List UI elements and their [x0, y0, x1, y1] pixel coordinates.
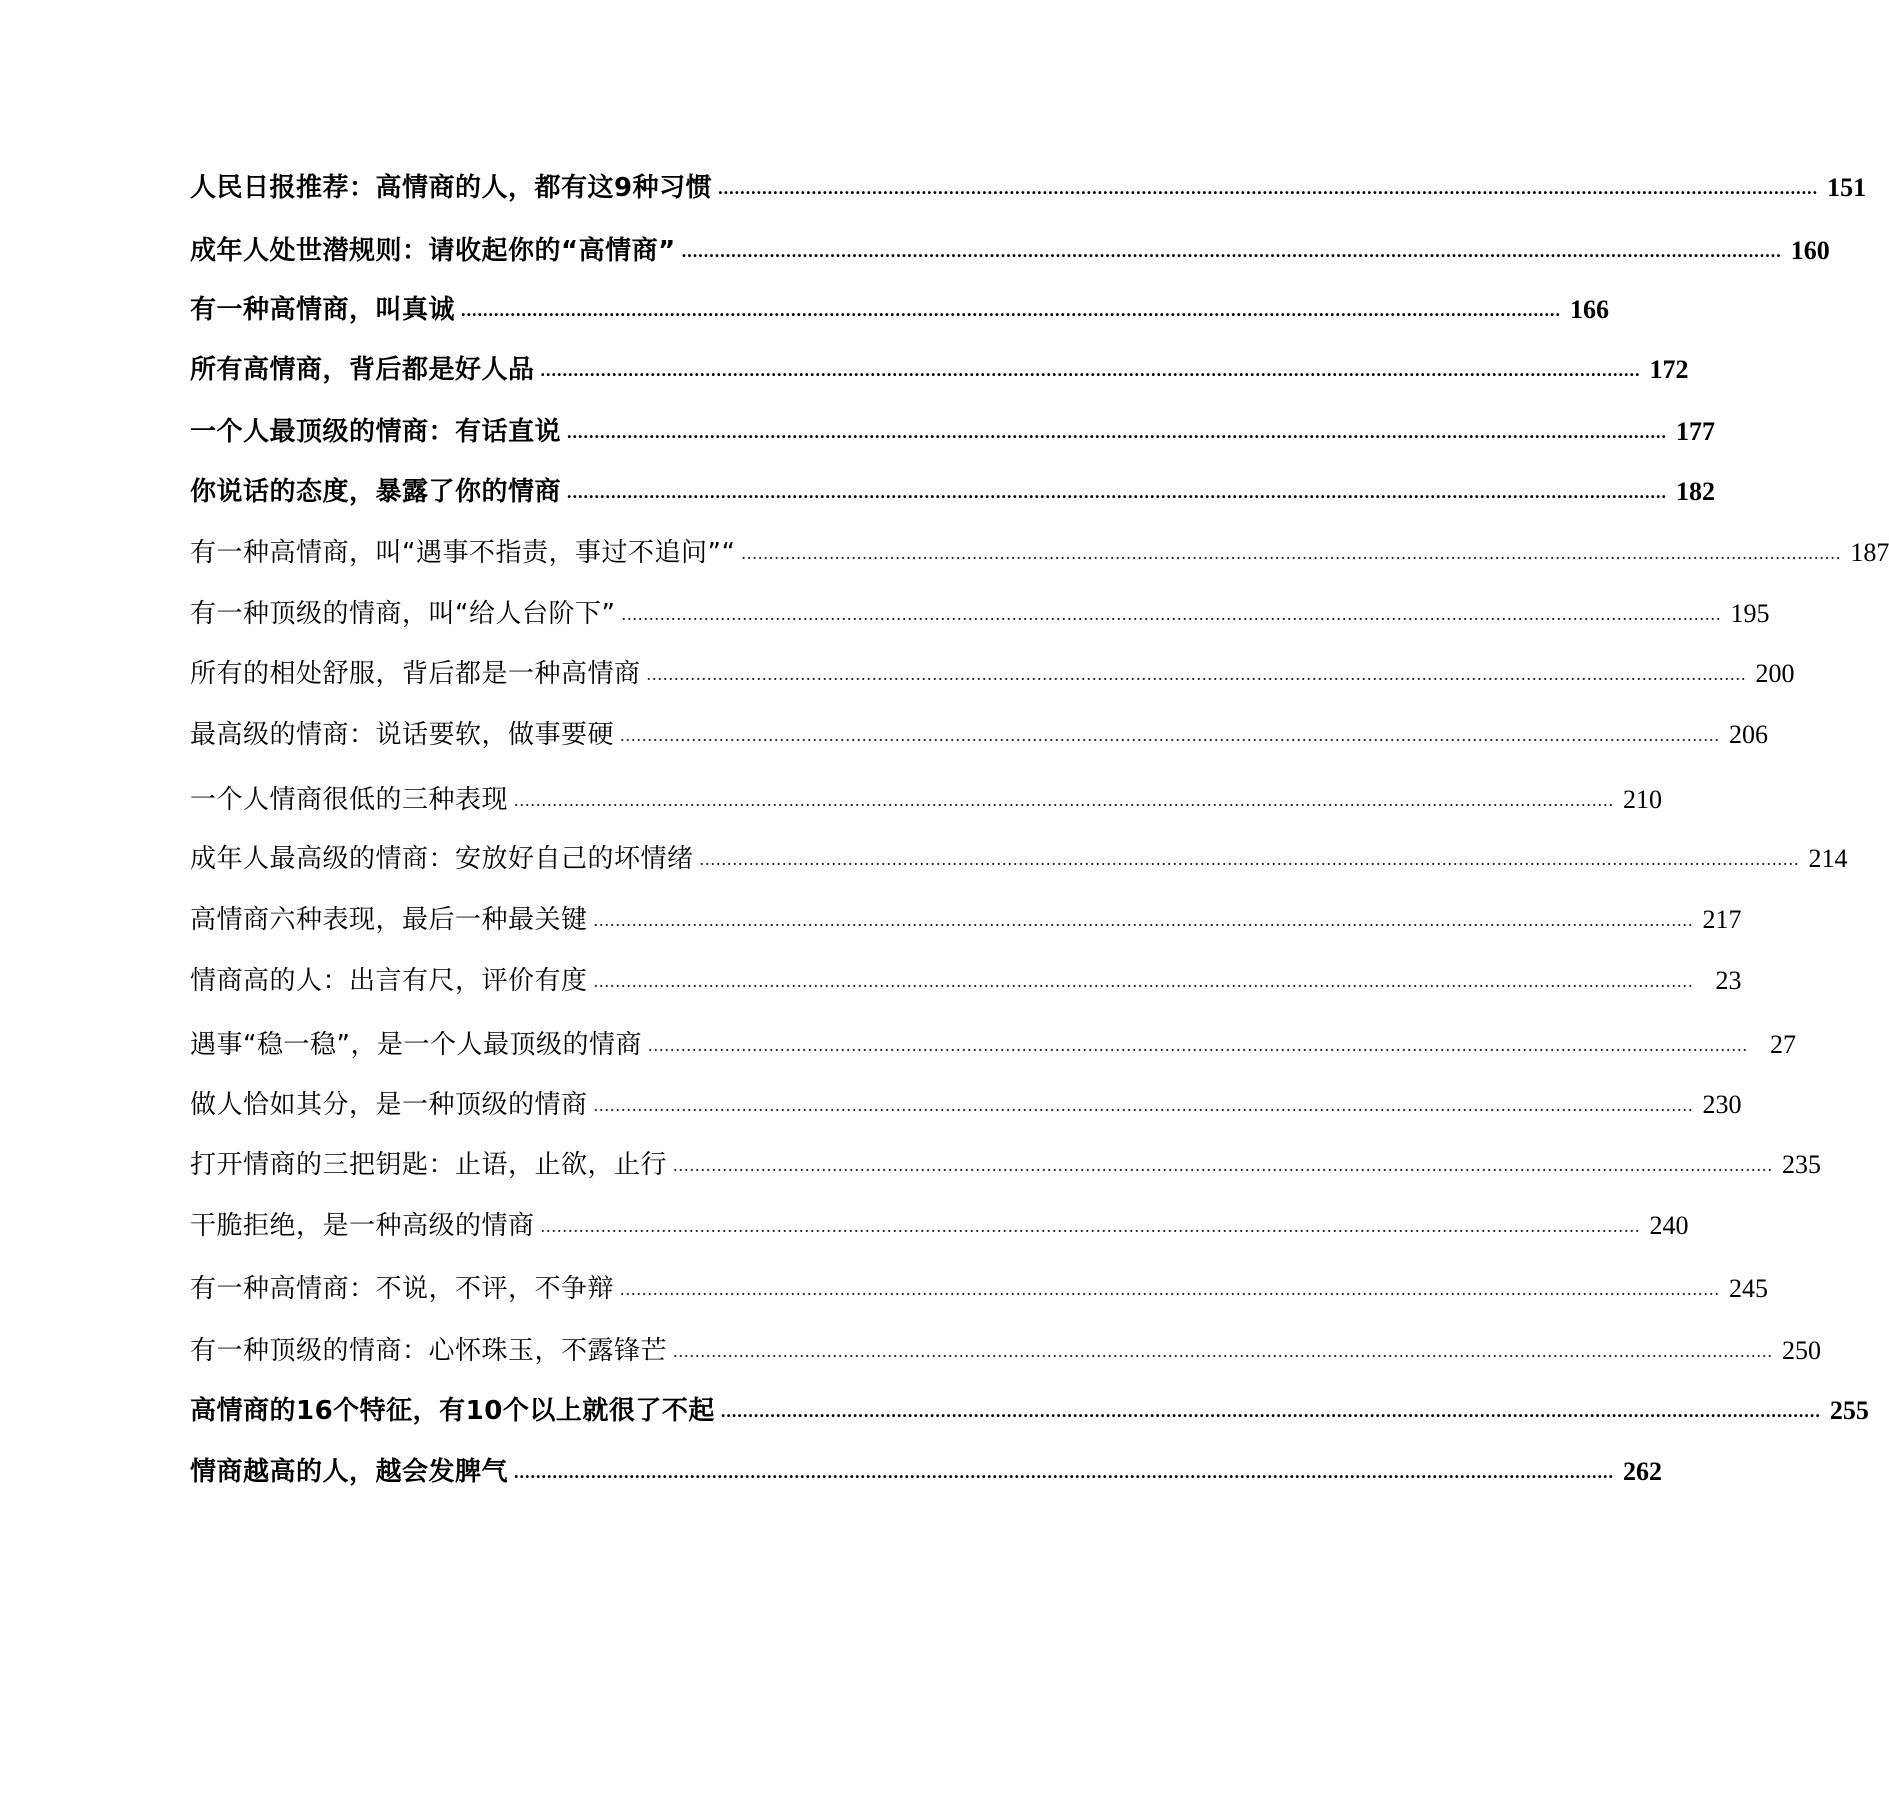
dot-leader: ........................................................................................................................................................................................................ [673, 1155, 1774, 1175]
toc-entry[interactable] [190, 1331, 1822, 1371]
toc-entry-title: 有一种顶级的情商，叫“给人台阶下” [190, 599, 616, 629]
toc-entry-page-number: 195 [1730, 599, 1770, 628]
toc-entry[interactable] [190, 412, 1716, 452]
toc-entry-title: 遇事“稳一稳”，是一个人最顶级的情商 [190, 1030, 642, 1060]
toc-entry-title: 有一种顶级的情商：心怀珠玉，不露锋芒 [190, 1336, 668, 1366]
toc-entry-title: 一个人最顶级的情商：有话直说 [190, 417, 562, 447]
toc-entry[interactable] [190, 780, 1663, 820]
toc-entry[interactable] [190, 961, 1742, 1001]
dot-leader: ........................................................................................................................................................................................................ [593, 1095, 1694, 1115]
toc-entry-page-number: 240 [1649, 1211, 1689, 1240]
toc-entry-title: 所有高情商，背后都是好人品 [190, 355, 535, 385]
toc-entry-title: 情商高的人：出言有尺，评价有度 [190, 966, 588, 996]
dot-leader: ........................................................................................................................................................................................................ [567, 482, 1668, 502]
toc-entry-title: 成年人处世潜规则：请收起你的“高情商” [190, 236, 676, 266]
toc-entry-page-number: 210 [1623, 785, 1663, 814]
toc-entry[interactable] [190, 290, 1610, 330]
toc-entry[interactable] [190, 168, 1867, 208]
toc-entry-title: 做人恰如其分，是一种顶级的情商 [190, 1090, 588, 1120]
dot-leader: ........................................................................................................................................................................................................ [514, 1462, 1615, 1482]
dot-leader: ........................................................................................................................................................................................................ [620, 1279, 1721, 1299]
toc-entry[interactable] [190, 231, 1830, 271]
toc-entry-page-number: 172 [1649, 355, 1689, 384]
toc-entry-page-number: 206 [1729, 720, 1769, 749]
toc-entry[interactable] [190, 654, 1795, 694]
toc-entry-title: 高情商六种表现，最后一种最关键 [190, 905, 588, 935]
dot-leader: ........................................................................................................................................................................................................ [646, 664, 1747, 684]
toc-entry-title: 有一种高情商：不说，不评，不争辩 [190, 1274, 615, 1304]
dot-leader: ........................................................................................................................................................................................................ [647, 1035, 1748, 1055]
toc-entry-page-number: 151 [1827, 173, 1867, 202]
toc-entry-page-number: 230 [1702, 1090, 1742, 1119]
toc-entry[interactable] [190, 1269, 1769, 1309]
toc-entry-title: 人民日报推荐：高情商的人，都有这9种习惯 [190, 173, 713, 203]
toc-entry[interactable] [190, 1085, 1742, 1125]
dot-leader: ........................................................................................................................................................................................................ [621, 604, 1722, 624]
toc-entry-title: 打开情商的三把钥匙：止语，止欲，止行 [190, 1150, 668, 1180]
toc-entry[interactable] [190, 350, 1689, 390]
toc-entry[interactable] [190, 533, 1889, 573]
toc-entry[interactable] [190, 715, 1769, 755]
toc-entry-title: 有一种高情商，叫真诚 [190, 295, 456, 325]
dot-leader: ........................................................................................................................................................................................................ [461, 300, 1562, 320]
toc-entry-page-number: 27 [1769, 1030, 1796, 1059]
toc-entry[interactable] [190, 1391, 1869, 1431]
toc-entry[interactable] [190, 472, 1716, 512]
dot-leader: ........................................................................................................................................................................................................ [540, 1216, 1641, 1236]
dot-leader: ........................................................................................................................................................................................................ [681, 241, 1782, 261]
toc-entry[interactable] [190, 1452, 1663, 1492]
dot-leader: ........................................................................................................................................................................................................ [514, 790, 1615, 810]
toc-entry-page-number: 255 [1829, 1396, 1869, 1425]
toc-entry-page-number: 214 [1808, 844, 1848, 873]
dot-leader: ........................................................................................................................................................................................................ [720, 1401, 1821, 1421]
dot-leader: ........................................................................................................................................................................................................ [741, 543, 1842, 563]
dot-leader: ........................................................................................................................................................................................................ [593, 971, 1694, 991]
toc-entry-title: 高情商的16个特征，有10个以上就很了不起 [190, 1396, 715, 1426]
toc-entry-page-number: 245 [1729, 1274, 1769, 1303]
dot-leader: ........................................................................................................................................................................................................ [540, 360, 1641, 380]
toc-entry-title: 成年人最高级的情商：安放好自己的坏情绪 [190, 844, 694, 874]
toc-entry[interactable] [190, 1206, 1689, 1246]
toc-entry-page-number: 235 [1782, 1150, 1822, 1179]
dot-leader: ........................................................................................................................................................................................................ [699, 849, 1800, 869]
toc-entry-page-number: 217 [1702, 905, 1742, 934]
dot-leader: ........................................................................................................................................................................................................ [718, 178, 1819, 198]
toc-entry-title: 情商越高的人，越会发脾气 [190, 1457, 509, 1487]
toc-entry-title: 最高级的情商：说话要软，做事要硬 [190, 720, 615, 750]
toc-entry[interactable] [190, 594, 1770, 634]
toc-entry-page-number: 200 [1755, 659, 1795, 688]
toc-entry-title: 所有的相处舒服，背后都是一种高情商 [190, 659, 641, 689]
toc-entry-page-number: 187 [1850, 538, 1889, 567]
toc-entry-title: 干脆拒绝，是一种高级的情商 [190, 1211, 535, 1241]
dot-leader: ........................................................................................................................................................................................................ [620, 725, 1721, 745]
toc-entry-page-number: 182 [1676, 477, 1716, 506]
toc-entry[interactable] [190, 839, 1848, 879]
dot-leader: ........................................................................................................................................................................................................ [673, 1341, 1774, 1361]
dot-leader: ........................................................................................................................................................................................................ [593, 910, 1694, 930]
dot-leader: ........................................................................................................................................................................................................ [567, 422, 1668, 442]
toc-entry[interactable] [190, 1145, 1822, 1185]
toc-entry-page-number: 160 [1790, 236, 1830, 265]
toc-entry-title: 一个人情商很低的三种表现 [190, 785, 509, 815]
toc-entry-page-number: 250 [1782, 1336, 1822, 1365]
toc-entry-page-number: 166 [1570, 295, 1610, 324]
toc-entry-page-number: 23 [1715, 966, 1742, 995]
toc-entry-title: 你说话的态度，暴露了你的情商 [190, 477, 562, 507]
toc-entry-page-number: 177 [1676, 417, 1716, 446]
toc-entry-page-number: 262 [1623, 1457, 1663, 1486]
toc-entry[interactable] [190, 1025, 1796, 1065]
toc-entry-title: 有一种高情商，叫“遇事不指责，事过不追问”“ [190, 538, 736, 568]
toc-entry[interactable] [190, 900, 1742, 940]
